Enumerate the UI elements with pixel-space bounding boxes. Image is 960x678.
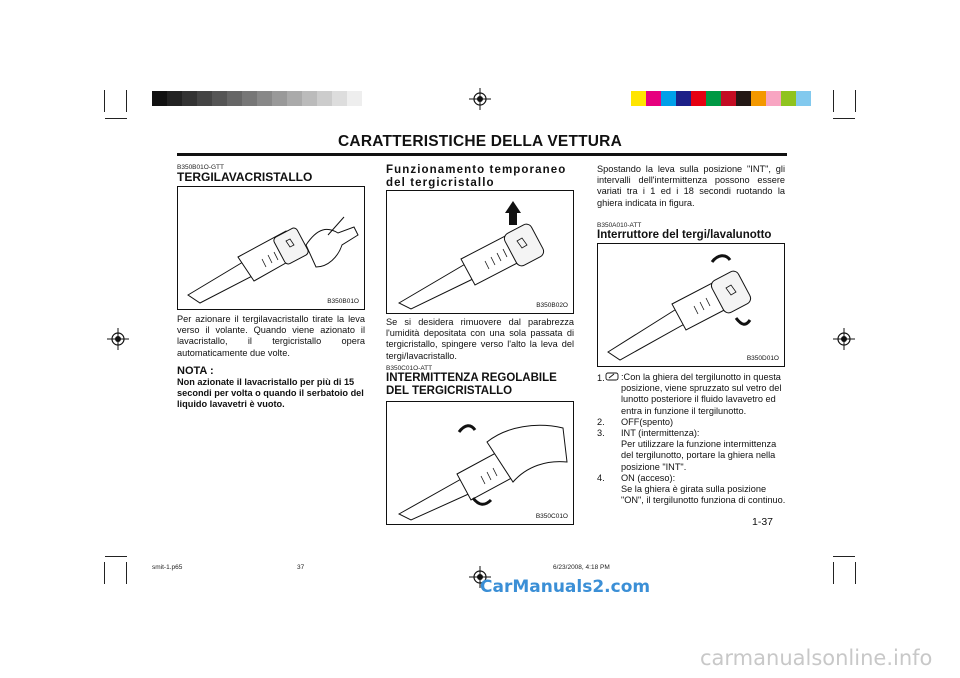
column-1 — [177, 164, 365, 184]
registration-mark-right — [833, 328, 855, 350]
rotate-arrow-icon — [712, 256, 730, 262]
arrow-up-icon — [505, 201, 521, 225]
figure-code: B350C01O — [535, 513, 568, 520]
intro-text: Spostando la leva sulla posizione "INT", gli intervalli dell'intermittenza possono essere variati tra i 1 ed i 18 secondi ruotando la ghiera indicata in figura. — [597, 164, 785, 208]
gray-swatch — [362, 91, 377, 106]
color-swatch — [706, 91, 721, 106]
figure-wiper-intermittent — [386, 401, 574, 525]
rotate-arrow-icon — [736, 318, 750, 324]
note-title: NOTA : — [177, 364, 214, 377]
color-swatch — [661, 91, 676, 106]
figure-code: B350B02O — [536, 302, 568, 309]
header-rule — [177, 153, 787, 156]
section-heading: Interruttore del tergi/lavalunotto — [597, 228, 772, 241]
list-item-number: 1. — [597, 372, 621, 417]
wiper-lever-illustration — [387, 402, 573, 524]
gray-swatch — [287, 91, 302, 106]
section-code: B350A010-ATT — [597, 221, 642, 229]
figure-code: B350B01O — [327, 298, 359, 305]
list-item — [597, 372, 787, 417]
footer-date: 6/23/2008, 4:18 PM — [553, 564, 610, 571]
washer-spray-icon — [605, 373, 619, 383]
figure-rear-wiper-switch — [597, 243, 785, 367]
gray-swatch — [167, 91, 182, 106]
gray-swatch — [152, 91, 167, 106]
column-2 — [386, 164, 574, 189]
color-swatch — [766, 91, 781, 106]
color-swatch-bar — [631, 91, 811, 106]
position-list — [597, 372, 787, 506]
color-swatch — [631, 91, 646, 106]
registration-mark-left — [107, 328, 129, 350]
gray-swatch — [317, 91, 332, 106]
gray-swatch — [242, 91, 257, 106]
rotate-arrow-icon — [473, 498, 491, 504]
gray-swatch — [227, 91, 242, 106]
gray-swatch — [272, 91, 287, 106]
color-swatch — [721, 91, 736, 106]
gray-swatch — [302, 91, 317, 106]
list-item-text: INT (intermittenza): — [621, 428, 700, 439]
color-swatch — [676, 91, 691, 106]
section-heading: Funzionamento temporaneo del tergicristallo — [386, 164, 567, 189]
footer-file: smit-1.p65 — [152, 564, 183, 571]
watermark-online[interactable]: carmanualsonline.info — [700, 646, 933, 670]
list-item-detail: Se la ghiera è girata sulla posizione "ON", il tergilunotto funziona di continuo. — [621, 484, 786, 506]
column-3 — [597, 164, 785, 241]
color-swatch — [751, 91, 766, 106]
list-item — [597, 417, 787, 428]
rotate-arrow-icon — [459, 426, 475, 432]
list-item — [597, 428, 787, 439]
gray-swatch — [332, 91, 347, 106]
grayscale-swatch-bar — [152, 91, 377, 106]
column-2-section-2 — [386, 365, 574, 397]
gray-swatch — [347, 91, 362, 106]
column-1-text — [177, 314, 365, 410]
section-code: B350B01O-GTT — [177, 164, 224, 171]
section-heading: INTERMITTENZA REGOLABILE DEL TERGICRISTALLO — [386, 372, 557, 397]
gray-swatch — [257, 91, 272, 106]
color-swatch — [691, 91, 706, 106]
list-item-number: 2. — [597, 416, 605, 427]
list-item — [597, 473, 787, 484]
gray-swatch — [197, 91, 212, 106]
section-heading: TERGILAVACRISTALLO — [177, 170, 313, 184]
gray-swatch — [182, 91, 197, 106]
rear-wiper-lever-illustration — [598, 244, 784, 366]
body-text: Se si desidera rimuovere dal parabrezza l'umidità depositata con una sola passata di tergicristallo, spingere verso l'alto la leva del tergi/lavacristallo. — [386, 317, 574, 361]
list-item-text: :Con la ghiera del tergilunotto in questa posizione, viene spruzzato sul vetro del lunotto posteriore il fluido lavavetro ed entra in funzione il tergilunotto. — [621, 372, 782, 416]
color-swatch — [781, 91, 796, 106]
figure-wiper-lever-push — [386, 190, 574, 314]
list-item-number: 4. — [597, 472, 605, 483]
list-item-text: ON (acceso): — [621, 472, 676, 483]
wiper-lever-illustration — [387, 191, 573, 313]
column-2-text — [386, 317, 574, 362]
page-number: 1-37 — [752, 516, 774, 528]
registration-mark-top — [469, 88, 491, 110]
list-item-detail: Per utilizzare la funzione intermittenza del tergilunotto, portare la ghiera nella posizione "INT". — [621, 439, 777, 472]
note-body: Non azionate il lavacristallo per più di 15 secondi per volta o quando il serbatoio del liquido lavavetri è vuoto. — [177, 376, 364, 410]
color-swatch — [736, 91, 751, 106]
list-item-text: OFF(spento) — [621, 416, 674, 427]
figure-wiper-lever-pull — [177, 186, 365, 310]
wiper-lever-illustration — [178, 187, 364, 309]
body-text: Per azionare il tergilavacristallo tirate la leva verso il volante. Quando viene azionato il lavacristallo, il tergicristallo opera automaticamente due volte. — [177, 314, 365, 358]
footer-page: 37 — [297, 564, 305, 571]
watermark-carmanuals[interactable]: CarManuals2.com — [480, 577, 651, 597]
section-code: B350C01O-ATT — [386, 365, 433, 372]
gray-swatch — [212, 91, 227, 106]
figure-code: B350D01O — [746, 355, 779, 362]
color-swatch — [796, 91, 811, 106]
color-swatch — [646, 91, 661, 106]
page-title: CARATTERISTICHE DELLA VETTURA — [338, 133, 622, 150]
list-item-number: 3. — [597, 428, 605, 439]
